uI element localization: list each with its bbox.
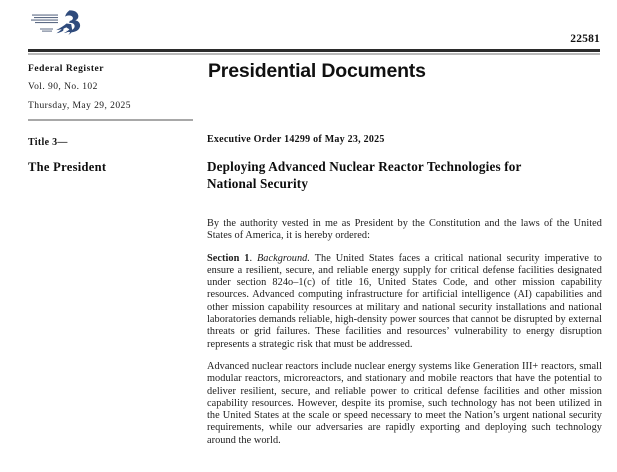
masthead-rule [28, 49, 600, 55]
advanced-reactors-paragraph: Advanced nuclear reactors include nuclear energy systems like Generation III+ reactors, small modular reactors, microreactors, and stationary and mobile reactors that have the potential to deliver resilient, secure, and reliable power to critical defense facilities and other mission capability resources. However, despite its promise, such technology has not been utilized in the United States at the scale or speed necessary to meet the Nation’s urgent national security requirements, while our adversaries are rapidly exporting and deploying such technology around the world. [207, 360, 602, 446]
left-column-rule [28, 119, 193, 121]
federal-register-volume: Vol. 90, No. 102 [28, 82, 98, 92]
title-number: Title 3— [28, 137, 68, 148]
masthead-rule-thin [28, 53, 600, 55]
section-number: Section 1 [207, 252, 250, 264]
executive-order-heading-line-1: Deploying Advanced Nuclear Reactor Technologies for [207, 159, 522, 174]
federal-register-block [28, 64, 193, 111]
page-number: 22581 [570, 33, 600, 45]
federal-register-date: Thursday, May 29, 2025 [28, 101, 131, 111]
executive-order-heading [207, 158, 602, 192]
section-1-body: The United States faces a critical national security imperative to ensure a resilient, secure, and reliable energy supply for critical defense facilities designated under section 824o–1(c) of title 16, United States Code, and other mission capability resources. Advanced computing infrastructure for artificial intelligence (AI) capabilities and other mission capability resources at military and national security installations and national laboratories demands reliable, high-density power sources that cannot be disrupted by external threats or grid failures. These facilities and resources’ vulnerability to energy disruption represents a strategic risk that must be addressed. [207, 252, 602, 350]
executive-order-line: Executive Order 14299 of May 23, 2025 [207, 134, 385, 145]
title-authority: The President [28, 160, 107, 174]
section-1-paragraph [207, 253, 602, 351]
masthead-logo [28, 6, 98, 42]
section-separator: . [249, 252, 257, 264]
executive-order-heading-line-2: National Security [207, 176, 309, 191]
federal-register-title: Federal Register [28, 64, 105, 74]
document-column [207, 134, 602, 447]
section-heading: Background. [256, 252, 311, 264]
authority-paragraph: By the authority vested in me as President by the Constitution and the laws of the United States of America, it is hereby ordered: [207, 218, 602, 242]
federal-register-eagle-seal-icon [28, 6, 98, 42]
banner-title: Presidential Documents [208, 60, 426, 82]
